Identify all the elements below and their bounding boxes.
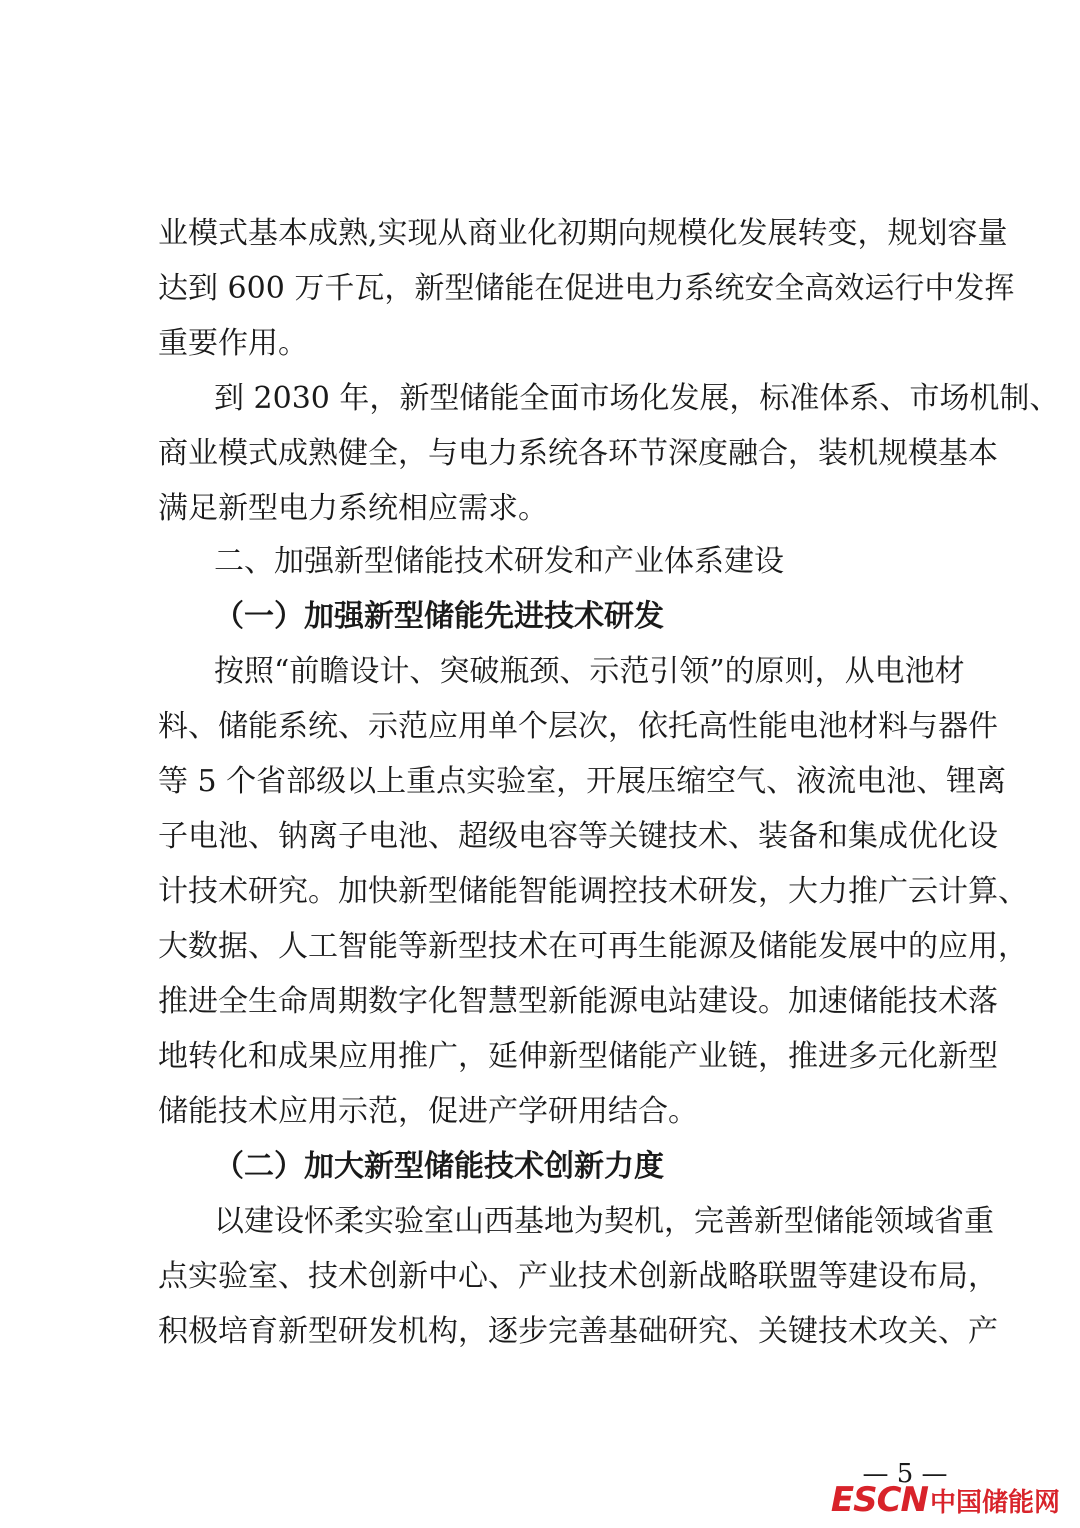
text-line: 计技术研究。加快新型储能智能调控技术研发，大力推广云计算、 — [158, 874, 1028, 909]
text-line: 积极培育新型研发机构，逐步完善基础研究、关键技术攻关、产 — [158, 1314, 998, 1349]
text-line: 推进全生命周期数字化智慧型新能源电站建设。加速储能技术落 — [158, 984, 998, 1019]
watermark-en: ESCN — [830, 1480, 928, 1520]
text-line: 按照“前瞻设计、突破瓶颈、示范引领”的原则，从电池材 — [214, 654, 965, 689]
section-heading: 二、加强新型储能技术研发和产业体系建设 — [214, 544, 784, 579]
text-line: 商业模式成熟健全，与电力系统各环节深度融合，装机规模基本 — [158, 436, 998, 471]
watermark-cn: 中国储能网 — [929, 1488, 1060, 1518]
text-line: 地转化和成果应用推广，延伸新型储能产业链，推进多元化新型 — [158, 1039, 998, 1074]
text-line: 大数据、人工智能等新型技术在可再生能源及储能发展中的应用， — [158, 929, 1028, 964]
text-line: 储能技术应用示范，促进产学研用结合。 — [158, 1094, 698, 1129]
text-line: 到 2030 年，新型储能全面市场化发展，标准体系、市场机制、 — [214, 381, 1060, 416]
subsection-heading: （二）加大新型储能技术创新力度 — [214, 1149, 664, 1184]
text-line: 以建设怀柔实验室山西基地为契机，完善新型储能领域省重 — [214, 1204, 994, 1239]
text-line: 达到 600 万千瓦，新型储能在促进电力系统安全高效运行中发挥 — [158, 271, 1015, 306]
escn-watermark-logo — [831, 1480, 1060, 1520]
text-line: 满足新型电力系统相应需求。 — [158, 491, 548, 526]
text-line: 重要作用。 — [158, 326, 308, 361]
text-line: 子电池、钠离子电池、超级电容等关键技术、装备和集成优化设 — [158, 819, 998, 854]
text-line: 点实验室、技术创新中心、产业技术创新战略联盟等建设布局， — [158, 1259, 998, 1294]
text-line: 料、储能系统、示范应用单个层次，依托高性能电池材料与器件 — [158, 709, 998, 744]
text-line: 等 5 个省部级以上重点实验室，开展压缩空气、液流电池、锂离 — [158, 764, 1007, 799]
text-line: 业模式基本成熟,实现从商业化初期向规模化发展转变，规划容量 — [158, 216, 1008, 251]
subsection-heading: （一）加强新型储能先进技术研发 — [214, 599, 664, 634]
page-number: — 5 — — [862, 1459, 948, 1489]
